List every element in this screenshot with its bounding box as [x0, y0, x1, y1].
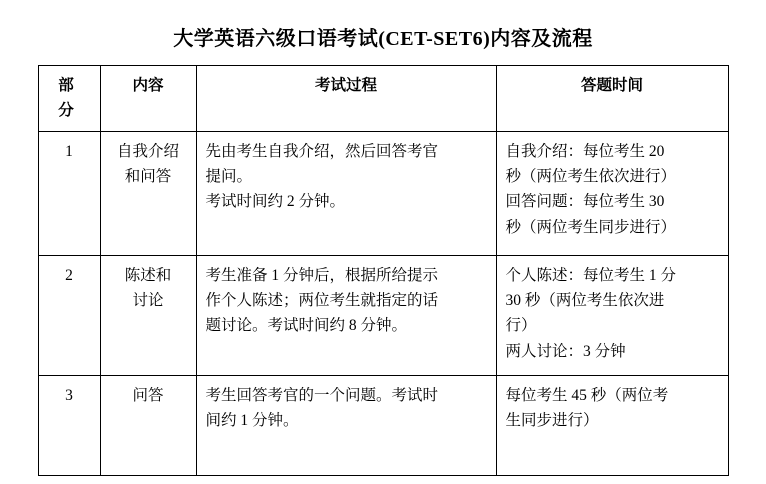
column-header-part: 部 分 — [38, 66, 100, 132]
cell-process-line: 考生回答考官的一个问题。考试时 — [205, 387, 439, 405]
cell-process-line: 间约 1 分钟。 — [205, 412, 299, 430]
table-header-row — [38, 66, 728, 132]
cell-process-line: 提问。 — [205, 168, 253, 186]
cell-time-line: 秒（两位考生同步进行） — [505, 218, 677, 236]
cell-process-line: 考生准备 1 分钟后，根据所给提示 — [205, 267, 439, 285]
cell-content — [100, 256, 196, 376]
cell-time-line: 个人陈述：每位考生 1 分 — [505, 267, 677, 285]
cell-content-line: 讨论 — [132, 292, 164, 310]
cell-content-line: 和问答 — [124, 168, 172, 186]
cell-time-line: 行） — [505, 317, 537, 335]
cell-time-line: 每位考生 45 秒（两位考 — [505, 387, 669, 405]
cell-part-number: 1 — [38, 132, 100, 256]
cell-content — [100, 132, 196, 256]
cell-process — [196, 376, 496, 476]
cell-time-line: 生同步进行） — [505, 412, 599, 430]
cell-content-line: 问答 — [132, 387, 164, 405]
cell-time-line: 两人讨论：3 分钟 — [505, 342, 626, 360]
cell-part-number: 2 — [38, 256, 100, 376]
cell-process-line: 考试时间约 2 分钟。 — [205, 193, 346, 211]
cell-time — [496, 376, 728, 476]
table-row — [38, 376, 728, 476]
table-header — [38, 66, 728, 132]
cell-process-line: 作个人陈述；两位考生就指定的话 — [205, 292, 439, 310]
cell-content-line: 自我介绍 — [116, 143, 179, 161]
table-row — [38, 256, 728, 376]
page-title: 大学英语六级口语考试(CET-SET6)内容及流程 — [173, 28, 593, 50]
cell-content — [100, 376, 196, 476]
table-row — [38, 132, 728, 256]
cell-time-line: 回答问题：每位考生 30 — [505, 193, 665, 211]
column-header-process: 考试过程 — [196, 66, 496, 132]
cell-content-line: 陈述和 — [124, 267, 172, 285]
cell-process — [196, 132, 496, 256]
exam-structure-table — [38, 65, 729, 476]
table-body — [38, 132, 728, 476]
cell-process — [196, 256, 496, 376]
cell-part-number: 3 — [38, 376, 100, 476]
cell-process-line: 先由考生自我介绍，然后回答考官 — [205, 143, 439, 161]
cell-time-line: 30 秒（两位考生依次进 — [505, 292, 665, 310]
cell-process-line: 题讨论。考试时间约 8 分钟。 — [205, 317, 408, 335]
cell-time-line: 秒（两位考生依次进行） — [505, 168, 677, 186]
cell-time — [496, 132, 728, 256]
cell-time — [496, 256, 728, 376]
column-header-time: 答题时间 — [496, 66, 728, 132]
column-header-content: 内容 — [100, 66, 196, 132]
cell-time-line: 自我介绍：每位考生 20 — [505, 143, 665, 161]
